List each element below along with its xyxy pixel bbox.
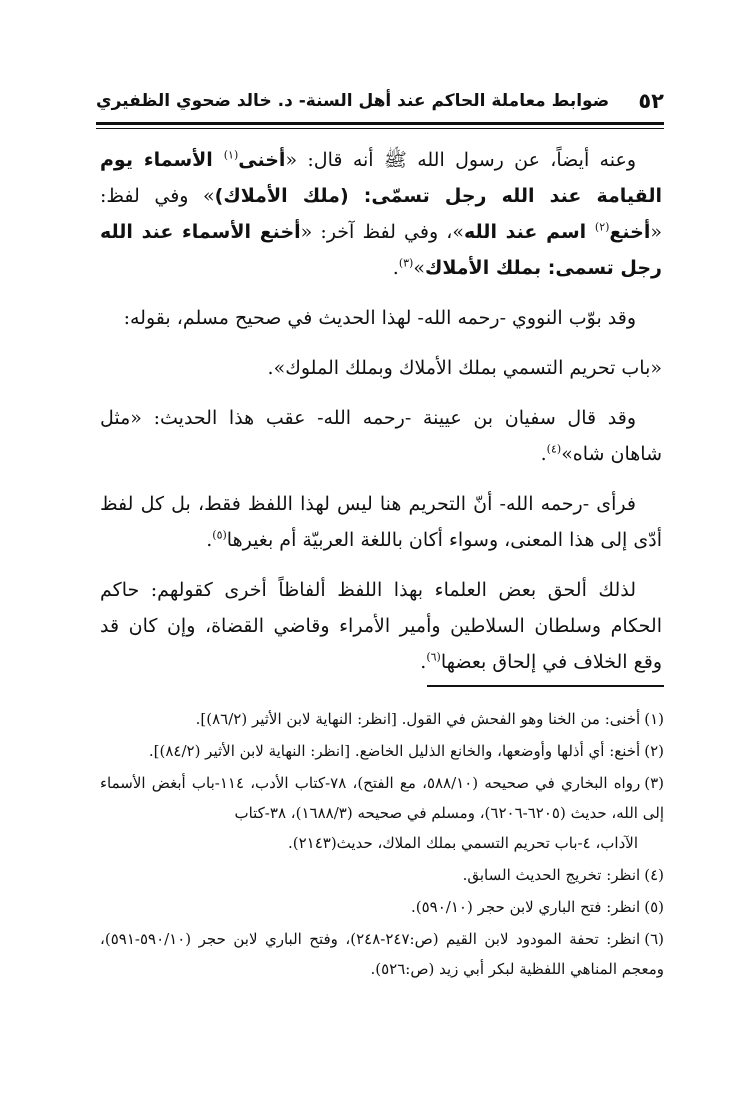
bold-term: أخنع <box>609 221 651 243</box>
footnote-ref: (١) <box>223 148 239 162</box>
footnote-ref: (٥) <box>212 528 227 542</box>
footnote-text: انظر: تحفة المودود لابن القيم (ص:٢٤٧-٢٤٨)، وفتح الباري لابن حجر (٥٩٠/١٠-٥٩١)، ومعجم المناهي اللفظية لبكر أبي زيد (ص:٥٢٦). <box>100 930 664 978</box>
page-number: ٥٢ <box>638 89 664 113</box>
footnote-text: انظر: تخريج الحديث السابق. <box>462 866 641 884</box>
main-text <box>100 142 662 694</box>
text-run: » وفي لفظ: « <box>100 185 662 243</box>
footnote-text: أخنع: أي أذلها وأوضعها، والخانع الذليل الخاضع. [انظر: النهاية لابن الأثير (٨٤/٢)]. <box>148 742 641 760</box>
text-run: . <box>540 443 547 465</box>
footnote-number: (٥) <box>644 898 664 916</box>
footnote-text: رواه البخاري في صحيحه (٥٨٨/١٠، مع الفتح)، ٧٨-كتاب الأدب، ١١٤-باب أبغض الأسماء إلى الله، حديث (٦٢٠٥-٦٢٠٦)، ومسلم في صحيحه (١٦٨٨/٣)، ٣٨-كتاب <box>100 774 664 822</box>
footnote-number: (٦) <box>644 930 664 948</box>
footnote-item <box>100 860 664 890</box>
text-run: . <box>206 529 213 551</box>
text-run: » <box>413 257 425 279</box>
bold-term: أخنى <box>238 149 286 171</box>
footnote-item <box>100 704 664 734</box>
footnote-continuation: الآداب، ٤-باب تحريم التسمي بملك الملاك، حديث(٢١٤٣). <box>287 834 638 852</box>
running-title: ضوابط معاملة الحاكم عند أهل السنة- د. خالد ضحوي الظفيري <box>96 91 610 111</box>
footnote-ref: (٣) <box>398 256 414 270</box>
footnote-ref: (٤) <box>546 442 562 456</box>
paragraph-ruling <box>100 486 662 558</box>
text-run: . <box>420 651 427 673</box>
footnote-text: انظر: فتح الباري لابن حجر (٥٩٠/١٠). <box>411 898 641 916</box>
footnote-number: (٢) <box>644 742 664 760</box>
footnote-text: أخنى: من الخنا وهو الفحش في القول. [انظر: النهاية لابن الأثير (٨٦/٢)]. <box>195 710 641 728</box>
bold-quote: اسم عند الله <box>464 221 595 243</box>
paragraph-nawawi: وقد بوّب النووي -رحمه الله- لهذا الحديث في صحيح مسلم، بقوله: <box>123 307 636 329</box>
footnote-number: (٤) <box>644 866 664 884</box>
text-run: فرأى -رحمه الله- أنّ التحريم هنا ليس لهذا اللفظ فقط، بل كل لفظ أدّى إلى هذا المعنى، وسواء أكان باللغة العربيّة أم بغيرها <box>100 493 662 551</box>
footnote-ref: (٦) <box>426 650 441 664</box>
header-rule-thin <box>96 128 664 129</box>
text-run: . <box>392 257 399 279</box>
paragraph-scholars <box>100 572 662 680</box>
footnote-item <box>100 924 664 984</box>
footnote-item <box>100 768 664 858</box>
paragraph-sufyan <box>100 400 662 472</box>
footnote-number: (٣) <box>644 774 664 792</box>
footnotes-section <box>100 704 664 986</box>
text-run: وقد قال سفيان بن عيينة -رحمه الله- عقب هذا الحديث: «مثل شاهان شاه» <box>100 407 662 465</box>
bold-quote: الأسماء يوم القيامة عند الله رجل تسمّى: (ملك الأملاك) <box>100 149 662 207</box>
text-run: لذلك ألحق بعض العلماء بهذا اللفظ ألفاظاً أخرى كقولهم: حاكم الحكام وسلطان السلاطين وأمير الأمراء وقاضي القضاة، وإن كان قد وقع الخلاف في إلحاق بعضها <box>100 579 662 673</box>
text-run: »، وفي لفظ آخر: « <box>300 221 465 243</box>
footnote-number: (١) <box>644 710 664 728</box>
page-header <box>96 84 664 118</box>
footnote-item <box>100 892 664 922</box>
footnote-item <box>100 736 664 766</box>
paragraph-hadith <box>100 142 662 286</box>
footnote-ref: (٢) <box>594 220 610 234</box>
header-rule-thick <box>96 122 664 125</box>
footnote-separator <box>427 685 664 687</box>
text-run: وعنه أيضاً، عن رسول الله ﷺ أنه قال: « <box>285 149 636 171</box>
paragraph-chapter-title: «باب تحريم التسمي بملك الأملاك وبملك الملوك». <box>267 357 662 379</box>
bold-quote: أخنع الأسماء عند الله رجل تسمى: بملك الأملاك <box>100 221 662 279</box>
